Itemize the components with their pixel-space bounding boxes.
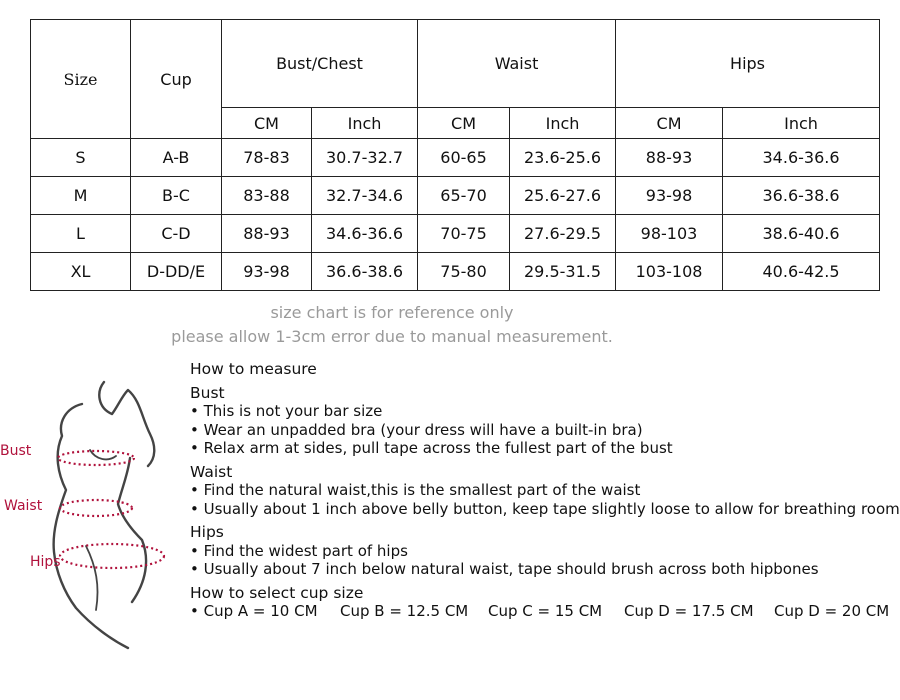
size-cell: M: [31, 177, 131, 215]
table-row-xl: [31, 253, 880, 291]
waist-cm-cell: 65-70: [418, 177, 510, 215]
cup-cell: A-B: [131, 139, 222, 177]
table-row-m: [31, 177, 880, 215]
body-outline: [99, 382, 154, 466]
unit-inch-header: Inch: [723, 108, 880, 139]
cup-section-title: How to select cup size: [190, 583, 364, 602]
hips-cm-cell: 98-103: [616, 215, 723, 253]
hips-label: Hips: [30, 554, 61, 570]
bust-cm-cell: 93-98: [222, 253, 312, 291]
bust-inch-cell: 34.6-36.6: [312, 215, 418, 253]
body-outline-left: [54, 404, 128, 648]
bust-cm-cell: 83-88: [222, 177, 312, 215]
hips-cm-cell: 88-93: [616, 139, 723, 177]
bust-instruction: • Relax arm at sides, pull tape across the fullest part of the bust: [190, 439, 895, 458]
hips-header: Hips: [616, 20, 880, 108]
bust-cm-cell: 88-93: [222, 215, 312, 253]
waist-instruction: • Find the natural waist,this is the smallest part of the waist: [190, 481, 895, 500]
waist-inch-cell: 25.6-27.6: [510, 177, 616, 215]
header-row-groups: [31, 20, 880, 108]
waist-inch-cell: 27.6-29.5: [510, 215, 616, 253]
unit-cm-header: CM: [222, 108, 312, 139]
reference-note: size chart is for reference only: [270, 303, 514, 322]
guide-title: How to measure: [190, 360, 317, 378]
cup-cell: C-D: [131, 215, 222, 253]
size-cell: S: [31, 139, 131, 177]
waist-inch-cell: 23.6-25.6: [510, 139, 616, 177]
unit-cm-header: CM: [616, 108, 723, 139]
waist-section-title: Waist: [190, 462, 233, 481]
waist-label: Waist: [4, 498, 43, 514]
unit-inch-header: Inch: [510, 108, 616, 139]
cup-size-item: Cup D = 17.5 CM: [624, 602, 754, 620]
cup-cell: B-C: [131, 177, 222, 215]
bust-inch-cell: 36.6-38.6: [312, 253, 418, 291]
hips-section-title: Hips: [190, 523, 224, 541]
bust-chest-header: Bust/Chest: [222, 20, 418, 108]
size-header: Size: [31, 20, 131, 139]
cup-size-item: Cup D = 20 CM: [774, 602, 890, 620]
unit-inch-header: Inch: [312, 108, 418, 139]
error-allowance-note: please allow 1-3cm error due to manual measurement.: [171, 327, 613, 346]
bust-instruction: • This is not your bar size: [190, 402, 895, 421]
bust-inch-cell: 30.7-32.7: [312, 139, 418, 177]
waist-inch-cell: 29.5-31.5: [510, 253, 616, 291]
hips-inch-cell: 40.6-42.5: [723, 253, 880, 291]
cup-size-item: Cup C = 15 CM: [488, 602, 603, 620]
hips-instruction: • Find the widest part of hips: [190, 542, 895, 561]
cup-size-item: Cup B = 12.5 CM: [340, 602, 469, 620]
hips-cm-cell: 103-108: [616, 253, 723, 291]
body-outline-right: [118, 458, 146, 602]
bust-inch-cell: 32.7-34.6: [312, 177, 418, 215]
body-figure-illustration: [0, 370, 180, 660]
hips-inch-cell: 34.6-36.6: [723, 139, 880, 177]
bust-instruction: • Wear an unpadded bra (your dress will have a built-in bra): [190, 421, 895, 440]
table-row-s: [31, 139, 880, 177]
bust-tape-line: [58, 451, 134, 465]
bust-section-title: Bust: [190, 383, 225, 402]
size-chart-table: [30, 19, 880, 291]
hips-inch-cell: 36.6-38.6: [723, 177, 880, 215]
table-row-l: [31, 215, 880, 253]
size-cell: XL: [31, 253, 131, 291]
measuring-guide: [190, 360, 900, 621]
cup-header: Cup: [131, 20, 222, 139]
waist-cm-cell: 70-75: [418, 215, 510, 253]
size-cell: L: [31, 215, 131, 253]
bust-cm-cell: 78-83: [222, 139, 312, 177]
cup-cell: D-DD/E: [131, 253, 222, 291]
hips-inch-cell: 38.6-40.6: [723, 215, 880, 253]
arm-outline: [86, 450, 116, 610]
waist-cm-cell: 60-65: [418, 139, 510, 177]
waist-cm-cell: 75-80: [418, 253, 510, 291]
cup-size-item: • Cup A = 10 CM: [190, 602, 318, 620]
hips-tape-line: [60, 544, 164, 568]
waist-instruction: • Usually about 1 inch above belly button, keep tape slightly loose to allow for breathing room: [190, 500, 895, 519]
hips-cm-cell: 93-98: [616, 177, 723, 215]
cup-size-list: [190, 602, 895, 621]
hips-instruction: • Usually about 7 inch below natural waist, tape should brush across both hipbones: [190, 560, 895, 579]
unit-cm-header: CM: [418, 108, 510, 139]
waist-header: Waist: [418, 20, 616, 108]
bust-label: Bust: [0, 443, 32, 459]
